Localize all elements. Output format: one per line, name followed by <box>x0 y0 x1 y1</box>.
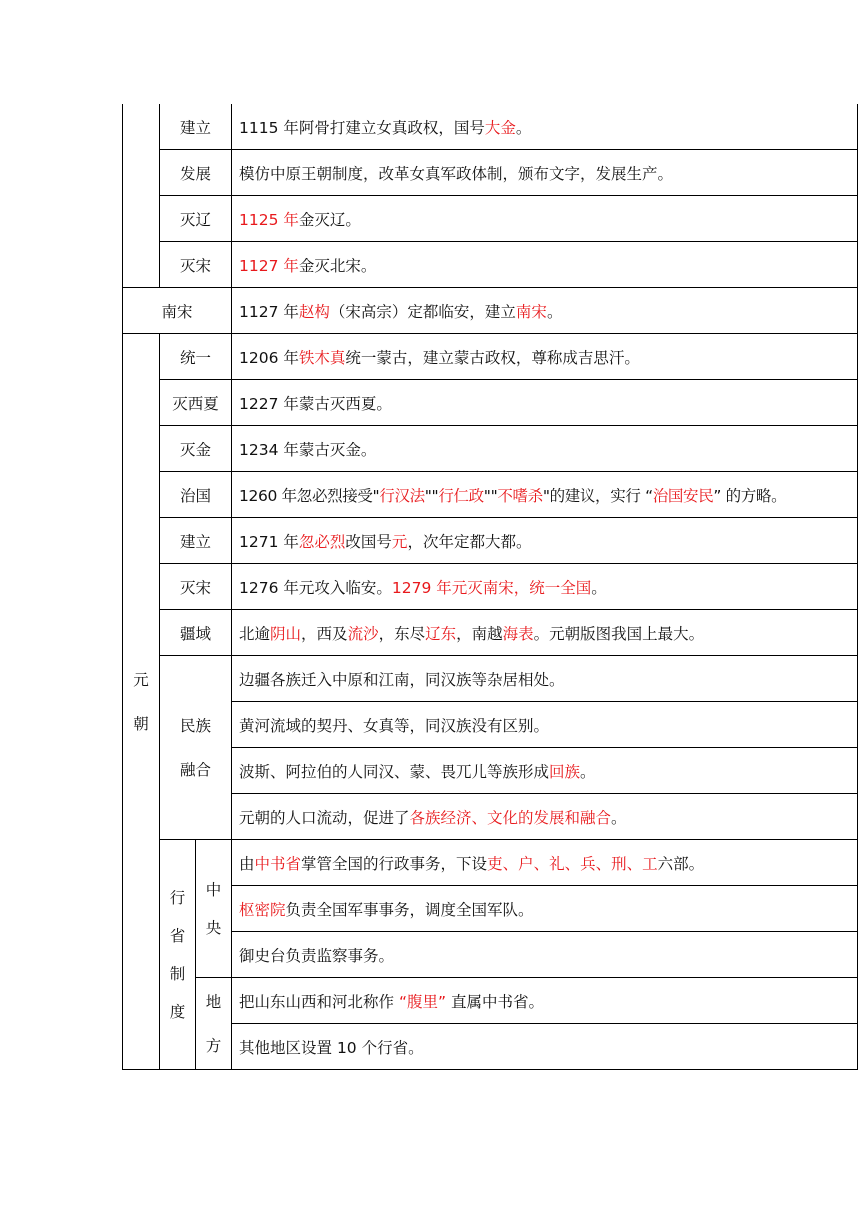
text-segment: 金灭辽。 <box>298 210 361 229</box>
highlight-text: 1279 年元灭南宋，统一全国 <box>391 578 592 597</box>
text-segment: "" <box>424 486 439 505</box>
row-label: 灭金 <box>160 426 232 472</box>
highlight-text: 吏、户、礼、兵、刑、工 <box>487 854 658 873</box>
text-segment: 六部。 <box>657 854 705 873</box>
text-segment: 。 <box>580 762 596 781</box>
highlight-text: 忽必烈 <box>298 532 346 551</box>
table-row <box>123 288 858 334</box>
text-segment: 改国号 <box>345 532 392 551</box>
row-text <box>232 472 858 518</box>
row-text <box>232 242 858 288</box>
jin-side-cell <box>123 104 160 288</box>
table-row <box>123 334 858 380</box>
table-row <box>123 702 858 748</box>
text-segment: ，西及 <box>301 624 348 643</box>
text-segment: 边疆各族迁入中原和江南，同汉族等杂居相处。 <box>239 670 565 689</box>
row-text <box>232 564 858 610</box>
row-text <box>232 196 858 242</box>
table-row <box>123 610 858 656</box>
table-row <box>123 840 858 886</box>
table-row <box>123 380 858 426</box>
table-row <box>123 1024 858 1070</box>
local-label: 地 方 <box>196 978 232 1070</box>
row-text <box>232 702 858 748</box>
row-label: 灭辽 <box>160 196 232 242</box>
text-segment: 1234 年蒙古灭金。 <box>239 440 377 459</box>
highlight-text: 行仁政 <box>438 486 484 505</box>
central-label: 中 央 <box>196 840 232 978</box>
highlight-text: 各族经济、文化的发展和融合 <box>409 808 612 827</box>
highlight-text: 不嗜杀 <box>497 486 543 505</box>
text-segment: 负责全国军事事务，调度全国军队。 <box>285 900 534 919</box>
text-segment: 统一蒙古，建立蒙古政权，尊称成吉思汗。 <box>345 348 640 367</box>
highlight-text: 大金 <box>484 118 516 137</box>
yuan-label: 元 朝 <box>123 334 160 1070</box>
table-row <box>123 472 858 518</box>
table-row <box>123 242 858 288</box>
row-text <box>232 104 858 150</box>
table-row <box>123 794 858 840</box>
row-text <box>232 426 858 472</box>
table-row <box>123 196 858 242</box>
text-segment: 元朝的人口流动，促进了 <box>239 808 410 827</box>
row-text <box>232 978 858 1024</box>
highlight-text: 铁木真 <box>298 348 346 367</box>
row-text <box>232 794 858 840</box>
text-segment: 。 <box>546 302 563 321</box>
table-row <box>123 564 858 610</box>
row-label: 灭西夏 <box>160 380 232 426</box>
text-segment: 掌管全国的行政事务，下设 <box>301 854 488 873</box>
highlight-text: 赵构 <box>298 302 330 321</box>
text-segment: 1271 年 <box>239 532 299 551</box>
row-text <box>232 518 858 564</box>
highlight-text: “腹里” <box>398 992 447 1011</box>
text-segment: 1227 年蒙古灭西夏。 <box>239 394 392 413</box>
row-label: 建立 <box>160 104 232 150</box>
row-label: 统一 <box>160 334 232 380</box>
row-label: 灭宋 <box>160 564 232 610</box>
text-segment: 把山东山西和河北称作 <box>239 992 399 1011</box>
highlight-text: 枢密院 <box>239 900 286 919</box>
table-row <box>123 518 858 564</box>
row-text <box>232 288 858 334</box>
row-text <box>232 932 858 978</box>
text-segment: 。元朝版图我国上最大。 <box>533 624 705 643</box>
text-segment: 由 <box>239 854 255 873</box>
text-segment: 。 <box>515 118 532 137</box>
row-label: 治国 <box>160 472 232 518</box>
row-text <box>232 380 858 426</box>
row-label: 灭宋 <box>160 242 232 288</box>
table-row <box>123 104 858 150</box>
xingsheng-label: 行 省 制 度 <box>160 840 196 1070</box>
row-text <box>232 886 858 932</box>
history-table <box>122 104 858 1070</box>
highlight-text: 1127 年 <box>239 256 299 275</box>
text-segment: 北逾 <box>239 624 271 643</box>
highlight-text: 辽东 <box>425 624 457 643</box>
text-segment: 其他地区设置 10 个行省。 <box>239 1038 424 1057</box>
highlight-text: 南宋 <box>515 302 547 321</box>
row-text <box>232 656 858 702</box>
text-segment: 1206 年 <box>239 348 299 367</box>
text-segment: 1127 年 <box>239 302 299 321</box>
text-segment: 黄河流域的契丹、女真等，同汉族没有区别。 <box>239 716 550 735</box>
text-segment: 1260 年忽必烈接受" <box>239 486 380 505</box>
row-text <box>232 748 858 794</box>
table-row <box>123 932 858 978</box>
highlight-text: 回族 <box>549 762 581 781</box>
text-segment: 直属中书省。 <box>446 992 544 1011</box>
row-text <box>232 1024 858 1070</box>
table-row <box>123 886 858 932</box>
text-segment: "的建议，实行 “ <box>542 486 653 505</box>
text-segment: "" <box>483 486 498 505</box>
highlight-text: 治国安民 <box>652 486 714 505</box>
table-row <box>123 748 858 794</box>
text-segment: 1276 年元攻入临安。 <box>239 578 392 597</box>
highlight-text: 1125 年 <box>239 210 299 229</box>
text-segment: 波斯、阿拉伯的人同汉、蒙、畏兀儿等族形成 <box>239 762 550 781</box>
highlight-text: 海表 <box>502 624 534 643</box>
row-label: 发展 <box>160 150 232 196</box>
text-segment: 御史台负责监察事务。 <box>239 946 395 965</box>
highlight-text: 流沙 <box>347 624 379 643</box>
table-row <box>123 150 858 196</box>
row-text <box>232 840 858 886</box>
minzu-label: 民族 融合 <box>160 656 232 840</box>
table-row <box>123 978 858 1024</box>
highlight-text: 阴山 <box>270 624 302 643</box>
text-segment: 。 <box>591 578 607 597</box>
text-segment: 模仿中原王朝制度，改革女真军政体制，颁布文字，发展生产。 <box>239 164 674 183</box>
row-label: 建立 <box>160 518 232 564</box>
text-segment: 金灭北宋。 <box>298 256 377 275</box>
highlight-text: 元 <box>391 532 408 551</box>
text-segment: （宋高宗）定都临安，建立 <box>329 302 516 321</box>
row-text <box>232 150 858 196</box>
row-text <box>232 334 858 380</box>
highlight-text: 中书省 <box>254 854 302 873</box>
text-segment: ，东尽 <box>378 624 426 643</box>
text-segment: ，次年定都大都。 <box>407 532 532 551</box>
text-segment: ” 的方略。 <box>713 486 787 505</box>
nansong-label: 南宋 <box>123 288 232 334</box>
row-label: 疆域 <box>160 610 232 656</box>
text-segment: 。 <box>611 808 627 827</box>
text-segment: ，南越 <box>456 624 503 643</box>
row-text <box>232 610 858 656</box>
text-segment: 1115 年阿骨打建立女真政权，国号 <box>239 118 485 137</box>
table-row <box>123 426 858 472</box>
highlight-text: 行汉法 <box>379 486 425 505</box>
table-row <box>123 656 858 702</box>
